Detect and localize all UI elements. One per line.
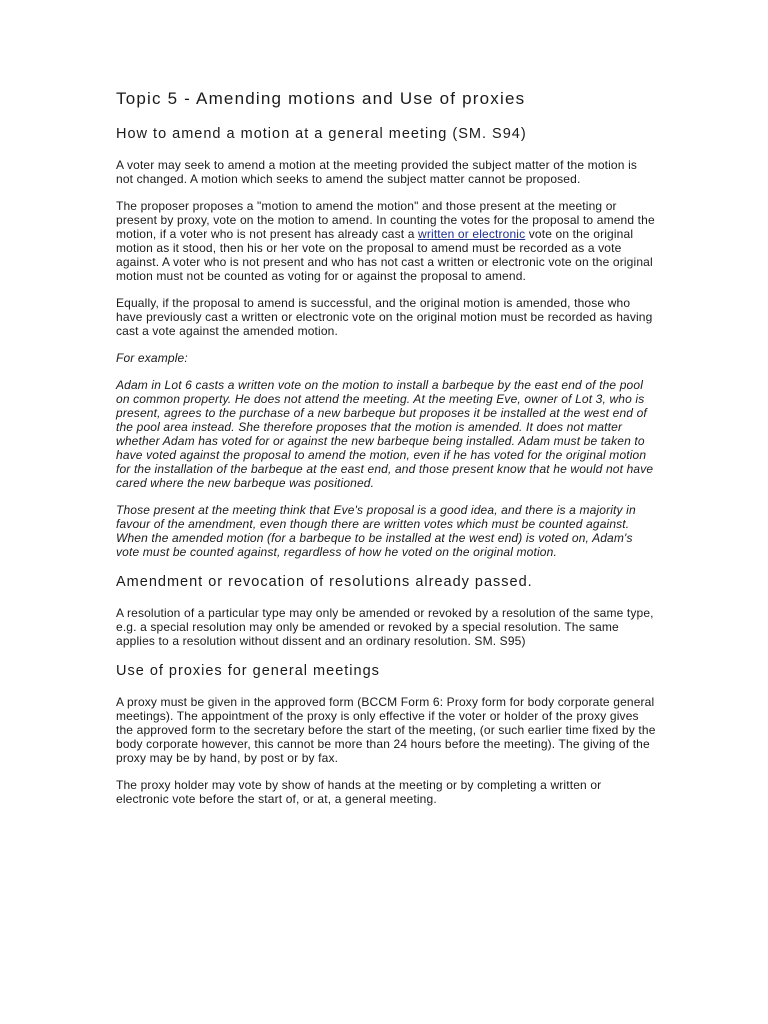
document-page	[116, 88, 656, 819]
example-paragraph-adam: Adam in Lot 6 casts a written vote on the motion to install a barbeque by the east end of the pool on common property. He does not attend the meeting. At the meeting Eve, owner of Lot 3, who is present, agrees to the purchase of a new barbeque but proposes it be installed at the west end of the pool area instead. She therefore proposes that the motion is amended. It does not matter whether Adam has voted for or against the new barbeque being installed. Adam must be taken to have voted against the proposal to amend the motion, even if he has voted for the original motion for the installation of the barbeque at the east end, and those present know that he would not have cared where the new barbeque was positioned.	[116, 378, 654, 490]
section-heading-revocation: Amendment or revocation of resolutions already passed.	[116, 574, 533, 590]
section-heading-amend-motion: How to amend a motion at a general meeting (SM. S94)	[116, 126, 527, 142]
document-title: Topic 5 - Amending motions and Use of proxies	[116, 89, 526, 108]
example-paragraph-eve: Those present at the meeting think that Eve's proposal is a good idea, and there is a majority in favour of the amendment, even though there are written votes which must be counted against. When the amended motion (for a barbeque to be installed at the west end) is voted on, Adam's vote must be counted against, regardless of how he voted on the original motion.	[116, 503, 636, 559]
paragraph-proposer-text-2: vote on the original motion as it stood, then his or her vote on the proposal to amend must be recorded as a vote against. A voter who is not present and who has not cast a written or electronic vote on the original motion must not be counted as voting for or against the proposal to amend.	[116, 227, 653, 283]
section-heading-proxies: Use of proxies for general meetings	[116, 663, 380, 679]
paragraph-proxy-holder: The proxy holder may vote by show of hands at the meeting or by completing a written or electronic vote before the start of, or at, a general meeting.	[116, 778, 602, 806]
paragraph-revocation: A resolution of a particular type may only be amended or revoked by a resolution of the same type, e.g. a special resolution may only be amended or revoked by a special resolution. The same applies to a resolution without dissent and an ordinary resolution. SM. S95)	[116, 606, 654, 648]
paragraph-proposer	[116, 199, 656, 283]
paragraph-proxy-form: A proxy must be given in the approved form (BCCM Form 6: Proxy form for body corporate general meetings). The appointment of the proxy is only effective if the voter or holder of the proxy gives the approved form to the secretary before the start of the meeting, (or such earlier time fixed by the body corporate however, this cannot be more than 24 hours before the meeting). The giving of the proxy may be by hand, by post or by fax.	[116, 695, 656, 765]
paragraph-equally: Equally, if the proposal to amend is successful, and the original motion is amended, those who have previously cast a written or electronic vote on the original motion must be recorded as having cast a vote against the amended motion.	[116, 296, 653, 338]
example-label: For example:	[116, 351, 188, 365]
paragraph-proposer-text-1: The proposer proposes a "motion to amend the motion" and those present at the meeting or present by proxy, vote on the motion to amend. In counting the votes for the proposal to amend the motion, if a voter who is not present has already cast a	[116, 199, 655, 241]
written-or-electronic-link[interactable]: written or electronic	[418, 227, 526, 241]
paragraph-amend-intro: A voter may seek to amend a motion at the meeting provided the subject matter of the motion is not changed. A motion which seeks to amend the subject matter cannot be proposed.	[116, 158, 638, 186]
